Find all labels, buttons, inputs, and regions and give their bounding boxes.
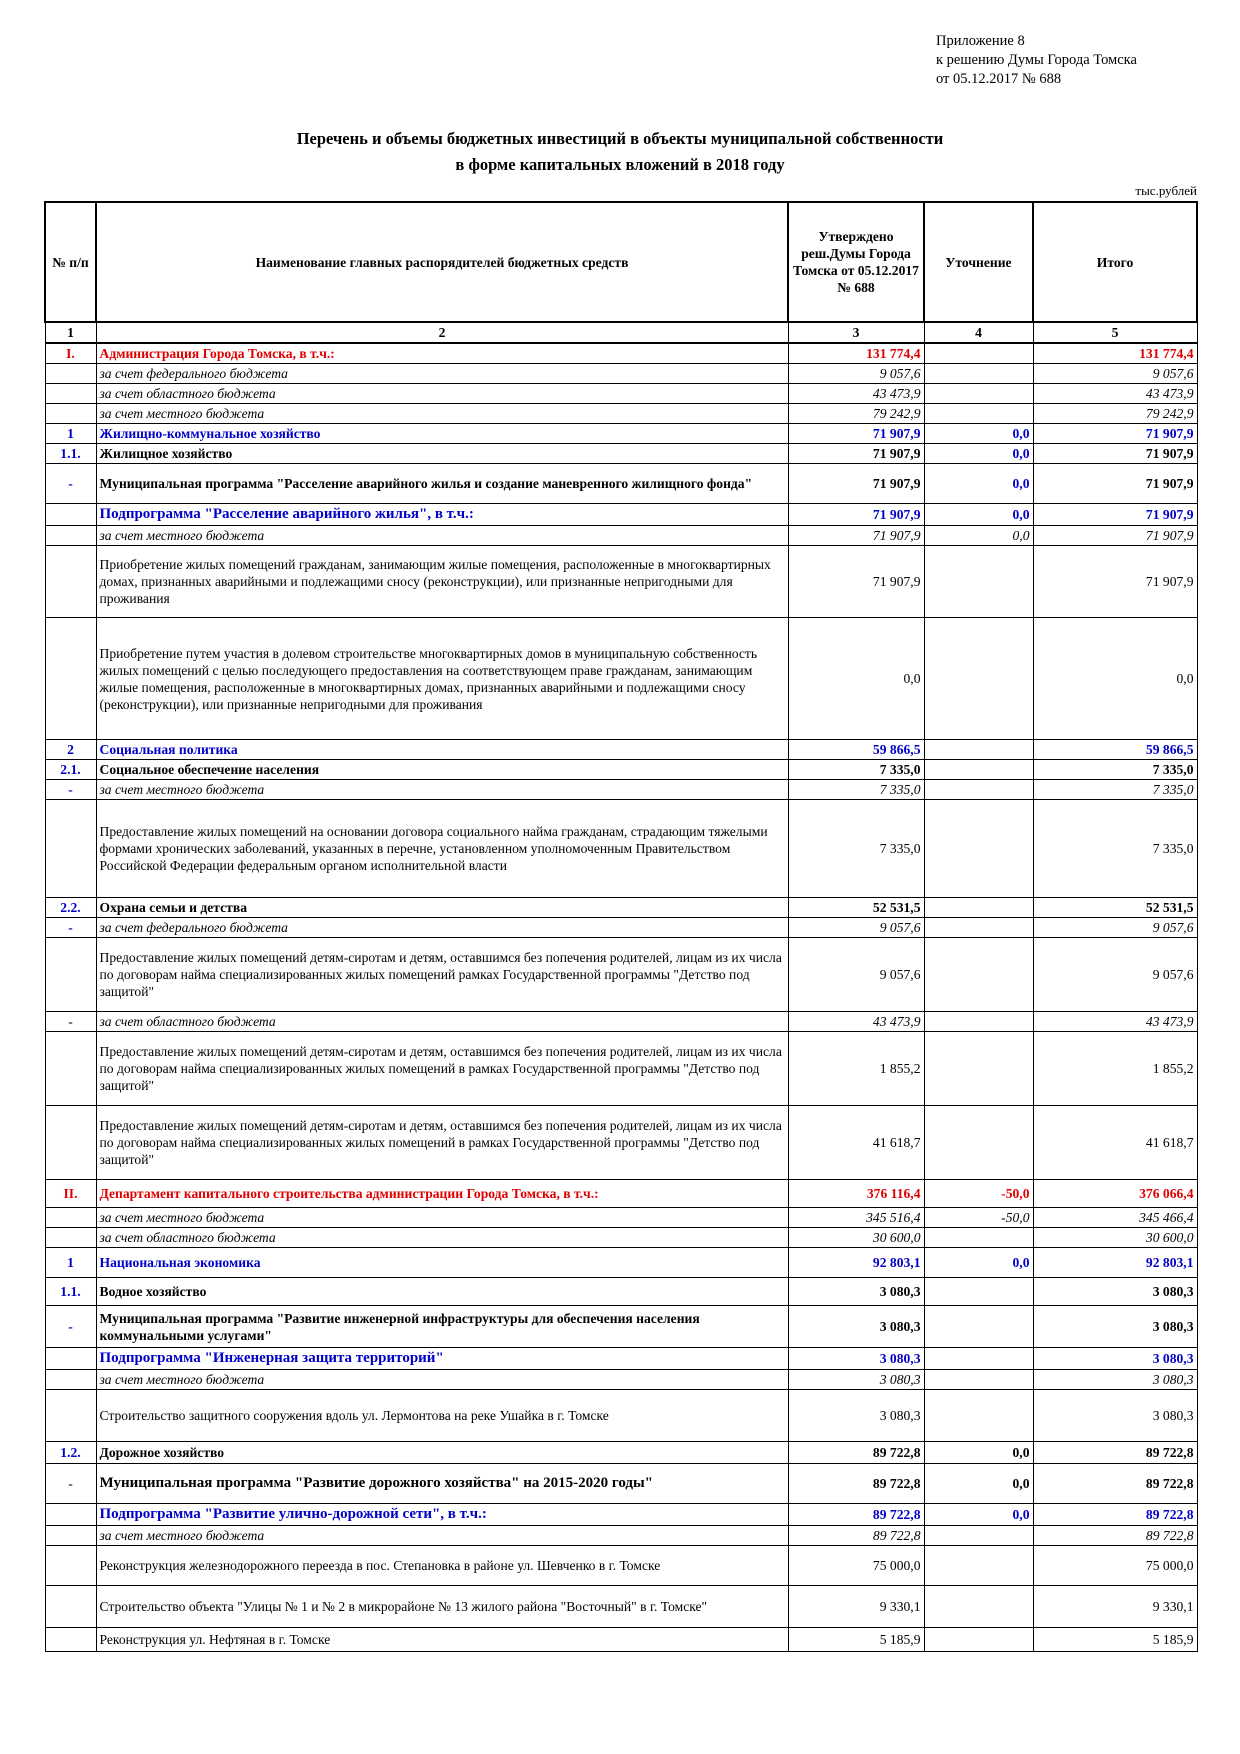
row-name: Администрация Города Томска, в т.ч.: [96,343,788,364]
row-adjustment [924,1586,1033,1628]
row-name: Приобретение путем участия в долевом строительстве многоквартирных домов в муниципальную собственность жилых помещений с целью последующего предоставления на соответствующем праве гражданам, занимающим жилые помещения, расположенные в многоквартирных домах, признанных аварийными и подлежащими сносу (реконструкции), или признанные непригодными для проживания [96,618,788,740]
row-name: Строительство объекта "Улицы № 1 и № 2 в микрорайоне № 13 жилого района "Восточный" в г. Томске" [96,1586,788,1628]
row-num [45,1370,96,1390]
row-name: Муниципальная программа "Развитие дорожного хозяйства" на 2015-2020 годы" [96,1464,788,1504]
table-row [45,1278,1197,1306]
table-row [45,800,1197,898]
row-num: I. [45,343,96,364]
row-name: Жилищно-коммунальное хозяйство [96,424,788,444]
row-total: 41 618,7 [1033,1106,1197,1180]
header-approved: Утверждено реш.Думы Города Томска от 05.12.2017 № 688 [788,202,924,322]
row-name: за счет местного бюджета [96,780,788,800]
row-num: 1.1. [45,444,96,464]
row-num [45,1208,96,1228]
table-row [45,343,1197,364]
row-adjustment [924,1032,1033,1106]
row-total: 9 057,6 [1033,938,1197,1012]
row-approved: 3 080,3 [788,1390,924,1442]
row-adjustment [924,780,1033,800]
row-total: 89 722,8 [1033,1526,1197,1546]
row-name: Департамент капитального строительства администрации Города Томска, в т.ч.: [96,1180,788,1208]
row-approved: 71 907,9 [788,546,924,618]
row-total: 43 473,9 [1033,1012,1197,1032]
row-num: - [45,1464,96,1504]
row-name: Водное хозяйство [96,1278,788,1306]
header-adjustment: Уточнение [924,202,1033,322]
row-num: 1.2. [45,1442,96,1464]
row-approved: 89 722,8 [788,1526,924,1546]
row-adjustment [924,1306,1033,1348]
units-label: тыс.рублей [1135,183,1197,198]
row-name: Охрана семьи и детства [96,898,788,918]
row-name: за счет местного бюджета [96,1526,788,1546]
table-row [45,898,1197,918]
row-approved: 345 516,4 [788,1208,924,1228]
table-row [45,1248,1197,1278]
row-total: 0,0 [1033,618,1197,740]
table-row [45,1106,1197,1180]
row-adjustment [924,1546,1033,1586]
row-approved: 9 057,6 [788,938,924,1012]
row-num: - [45,1012,96,1032]
row-num [45,1106,96,1180]
row-name: за счет местного бюджета [96,526,788,546]
row-num [45,404,96,424]
table-row [45,938,1197,1012]
row-approved: 7 335,0 [788,800,924,898]
row-approved: 131 774,4 [788,343,924,364]
col-number: 2 [96,322,788,343]
row-total: 3 080,3 [1033,1370,1197,1390]
appendix-note [936,32,1137,89]
row-name: за счет областного бюджета [96,384,788,404]
row-num: - [45,918,96,938]
row-name: Реконструкция ул. Нефтяная в г. Томске [96,1628,788,1652]
row-name: за счет федерального бюджета [96,918,788,938]
row-name: за счет местного бюджета [96,1370,788,1390]
row-adjustment [924,760,1033,780]
row-adjustment [924,1390,1033,1442]
row-total: 75 000,0 [1033,1546,1197,1586]
row-approved: 71 907,9 [788,504,924,526]
title-line-1: Перечень и объемы бюджетных инвестиций в объекты муниципальной собственности [296,129,944,148]
row-num: - [45,780,96,800]
row-total: 9 057,6 [1033,918,1197,938]
row-total: 7 335,0 [1033,800,1197,898]
table-row [45,760,1197,780]
title-line-2: в форме капитальных вложений в 2018 году [455,155,785,174]
row-name: Предоставление жилых помещений детям-сиротам и детям, оставшимся без попечения родителей, лицам из их числа по договорам найма специализированных жилых помещений в рамках Государственной программы "Детство под защитой" [96,1106,788,1180]
row-name: за счет областного бюджета [96,1228,788,1248]
row-num: - [45,464,96,504]
row-num [45,800,96,898]
row-name: Подпрограмма "Развитие улично-дорожной сети", в т.ч.: [96,1504,788,1526]
table-row [45,740,1197,760]
row-num: 2.2. [45,898,96,918]
row-adjustment [924,1628,1033,1652]
row-num [45,1348,96,1370]
row-approved: 30 600,0 [788,1228,924,1248]
row-adjustment [924,1348,1033,1370]
row-total: 7 335,0 [1033,780,1197,800]
row-adjustment: 0,0 [924,444,1033,464]
row-adjustment [924,740,1033,760]
row-adjustment [924,404,1033,424]
row-name: Муниципальная программа "Расселение аварийного жилья и создание маневренного жилищного фонда" [96,464,788,504]
row-num [45,1546,96,1586]
row-num: - [45,1306,96,1348]
table-row [45,526,1197,546]
row-total: 89 722,8 [1033,1464,1197,1504]
row-adjustment [924,343,1033,364]
table-row [45,1442,1197,1464]
row-total: 5 185,9 [1033,1628,1197,1652]
table-row [45,384,1197,404]
budget-table [44,201,1198,1652]
table-row [45,1306,1197,1348]
row-adjustment: 0,0 [924,1442,1033,1464]
table-row [45,404,1197,424]
row-approved: 9 057,6 [788,918,924,938]
header-name: Наименование главных распорядителей бюджетных средств [96,202,788,322]
row-adjustment: 0,0 [924,1248,1033,1278]
row-total: 79 242,9 [1033,404,1197,424]
row-adjustment: 0,0 [924,424,1033,444]
row-total: 43 473,9 [1033,384,1197,404]
row-total: 30 600,0 [1033,1228,1197,1248]
row-approved: 52 531,5 [788,898,924,918]
table-row [45,504,1197,526]
row-adjustment [924,384,1033,404]
table-row [45,1180,1197,1208]
row-name: за счет областного бюджета [96,1012,788,1032]
row-approved: 89 722,8 [788,1464,924,1504]
row-name: Социальная политика [96,740,788,760]
column-number-row [45,322,1197,343]
row-adjustment [924,800,1033,898]
table-row [45,444,1197,464]
row-adjustment: 0,0 [924,1504,1033,1526]
row-num [45,618,96,740]
row-total: 345 466,4 [1033,1208,1197,1228]
table-row [45,780,1197,800]
row-total: 71 907,9 [1033,464,1197,504]
row-total: 3 080,3 [1033,1348,1197,1370]
col-number: 4 [924,322,1033,343]
row-approved: 43 473,9 [788,1012,924,1032]
row-name: Строительство защитного сооружения вдоль ул. Лермонтова на реке Ушайка в г. Томске [96,1390,788,1442]
row-name: Реконструкция железнодорожного переезда в пос. Степановка в районе ул. Шевченко в г. Томске [96,1546,788,1586]
row-num [45,504,96,526]
table-row [45,1348,1197,1370]
row-adjustment [924,898,1033,918]
row-total: 3 080,3 [1033,1390,1197,1442]
row-adjustment [924,364,1033,384]
table-row [45,618,1197,740]
row-num [45,1032,96,1106]
row-approved: 79 242,9 [788,404,924,424]
row-total: 71 907,9 [1033,444,1197,464]
row-adjustment [924,938,1033,1012]
document-title [0,126,1240,178]
row-total: 59 866,5 [1033,740,1197,760]
table-row [45,464,1197,504]
row-total: 92 803,1 [1033,1248,1197,1278]
row-adjustment: -50,0 [924,1180,1033,1208]
row-num [45,526,96,546]
row-num: II. [45,1180,96,1208]
appendix-line-3: от 05.12.2017 № 688 [936,71,1062,87]
table-row [45,1208,1197,1228]
table-row [45,424,1197,444]
row-total: 9 057,6 [1033,364,1197,384]
row-name: Приобретение жилых помещений гражданам, занимающим жилые помещения, расположенные в многоквартирных домах, признанных аварийными и подлежащими сносу (реконструкции), или признанные непригодными для проживания [96,546,788,618]
row-num [45,938,96,1012]
row-approved: 71 907,9 [788,444,924,464]
row-num [45,364,96,384]
row-approved: 92 803,1 [788,1248,924,1278]
table-row [45,364,1197,384]
table-header-row [45,202,1197,322]
row-name: Дорожное хозяйство [96,1442,788,1464]
row-approved: 3 080,3 [788,1278,924,1306]
row-name: за счет местного бюджета [96,1208,788,1228]
row-total: 1 855,2 [1033,1032,1197,1106]
row-approved: 9 057,6 [788,364,924,384]
table-row [45,1526,1197,1546]
row-name: Предоставление жилых помещений детям-сиротам и детям, оставшимся без попечения родителей, лицам из их числа по договорам найма специализированных жилых помещений рамках Государственной программы "Детство под защитой" [96,938,788,1012]
row-approved: 0,0 [788,618,924,740]
row-approved: 59 866,5 [788,740,924,760]
row-num: 1 [45,424,96,444]
row-approved: 9 330,1 [788,1586,924,1628]
row-total: 3 080,3 [1033,1306,1197,1348]
row-name: Муниципальная программа "Развитие инженерной инфраструктуры для обеспечения населения коммунальными услугами" [96,1306,788,1348]
col-number: 1 [45,322,96,343]
row-num: 1.1. [45,1278,96,1306]
row-approved: 71 907,9 [788,526,924,546]
row-adjustment [924,618,1033,740]
col-number: 3 [788,322,924,343]
row-name: Национальная экономика [96,1248,788,1278]
row-adjustment [924,1278,1033,1306]
row-num [45,1628,96,1652]
row-approved: 376 116,4 [788,1180,924,1208]
row-total: 9 330,1 [1033,1586,1197,1628]
row-total: 89 722,8 [1033,1442,1197,1464]
header-num: № п/п [45,202,96,322]
row-name: Жилищное хозяйство [96,444,788,464]
table-row [45,1012,1197,1032]
row-approved: 89 722,8 [788,1504,924,1526]
row-name: Подпрограмма "Инженерная защита территорий" [96,1348,788,1370]
row-total: 7 335,0 [1033,760,1197,780]
row-name: Социальное обеспечение населения [96,760,788,780]
row-total: 52 531,5 [1033,898,1197,918]
appendix-line-1: Приложение 8 [936,33,1025,49]
row-num [45,1526,96,1546]
row-adjustment [924,918,1033,938]
table-row [45,1586,1197,1628]
row-approved: 3 080,3 [788,1348,924,1370]
row-approved: 43 473,9 [788,384,924,404]
table-row [45,1390,1197,1442]
row-approved: 89 722,8 [788,1442,924,1464]
row-num [45,1586,96,1628]
row-name: за счет местного бюджета [96,404,788,424]
row-approved: 75 000,0 [788,1546,924,1586]
row-num: 2 [45,740,96,760]
row-name: Подпрограмма "Расселение аварийного жилья", в т.ч.: [96,504,788,526]
row-adjustment: 0,0 [924,1464,1033,1504]
row-name: Предоставление жилых помещений на основании договора социального найма гражданам, страдающим тяжелыми формами хронических заболеваний, указанных в перечне, установленном уполномоченным Правительством Российской Федерации федеральным органом исполнительной власти [96,800,788,898]
row-adjustment [924,1106,1033,1180]
row-adjustment [924,1370,1033,1390]
row-adjustment: 0,0 [924,526,1033,546]
table-row [45,1464,1197,1504]
row-approved: 3 080,3 [788,1370,924,1390]
row-adjustment [924,546,1033,618]
row-total: 131 774,4 [1033,343,1197,364]
row-adjustment: -50,0 [924,1208,1033,1228]
col-number: 5 [1033,322,1197,343]
row-adjustment: 0,0 [924,464,1033,504]
row-num [45,384,96,404]
row-num [45,1390,96,1442]
row-approved: 71 907,9 [788,464,924,504]
table-row [45,1546,1197,1586]
row-total: 89 722,8 [1033,1504,1197,1526]
row-approved: 7 335,0 [788,780,924,800]
row-approved: 3 080,3 [788,1306,924,1348]
table-row [45,1370,1197,1390]
table-row [45,1032,1197,1106]
row-name: Предоставление жилых помещений детям-сиротам и детям, оставшимся без попечения родителей, лицам из их числа по договорам найма специализированных жилых помещений в рамках Государственной программы "Детство под защитой" [96,1032,788,1106]
header-total: Итого [1033,202,1197,322]
row-total: 71 907,9 [1033,504,1197,526]
row-approved: 71 907,9 [788,424,924,444]
row-num: 2.1. [45,760,96,780]
table-row [45,918,1197,938]
table-row [45,546,1197,618]
row-num [45,546,96,618]
row-adjustment [924,1526,1033,1546]
row-total: 71 907,9 [1033,526,1197,546]
row-num: 1 [45,1248,96,1278]
row-approved: 5 185,9 [788,1628,924,1652]
row-approved: 41 618,7 [788,1106,924,1180]
row-adjustment: 0,0 [924,504,1033,526]
row-name: за счет федерального бюджета [96,364,788,384]
row-total: 71 907,9 [1033,546,1197,618]
row-num [45,1504,96,1526]
table-row [45,1504,1197,1526]
row-approved: 1 855,2 [788,1032,924,1106]
row-adjustment [924,1012,1033,1032]
row-total: 3 080,3 [1033,1278,1197,1306]
row-num [45,1228,96,1248]
row-total: 71 907,9 [1033,424,1197,444]
row-approved: 7 335,0 [788,760,924,780]
row-total: 376 066,4 [1033,1180,1197,1208]
appendix-line-2: к решению Думы Города Томска [936,52,1137,68]
row-adjustment [924,1228,1033,1248]
table-row [45,1628,1197,1652]
table-row [45,1228,1197,1248]
